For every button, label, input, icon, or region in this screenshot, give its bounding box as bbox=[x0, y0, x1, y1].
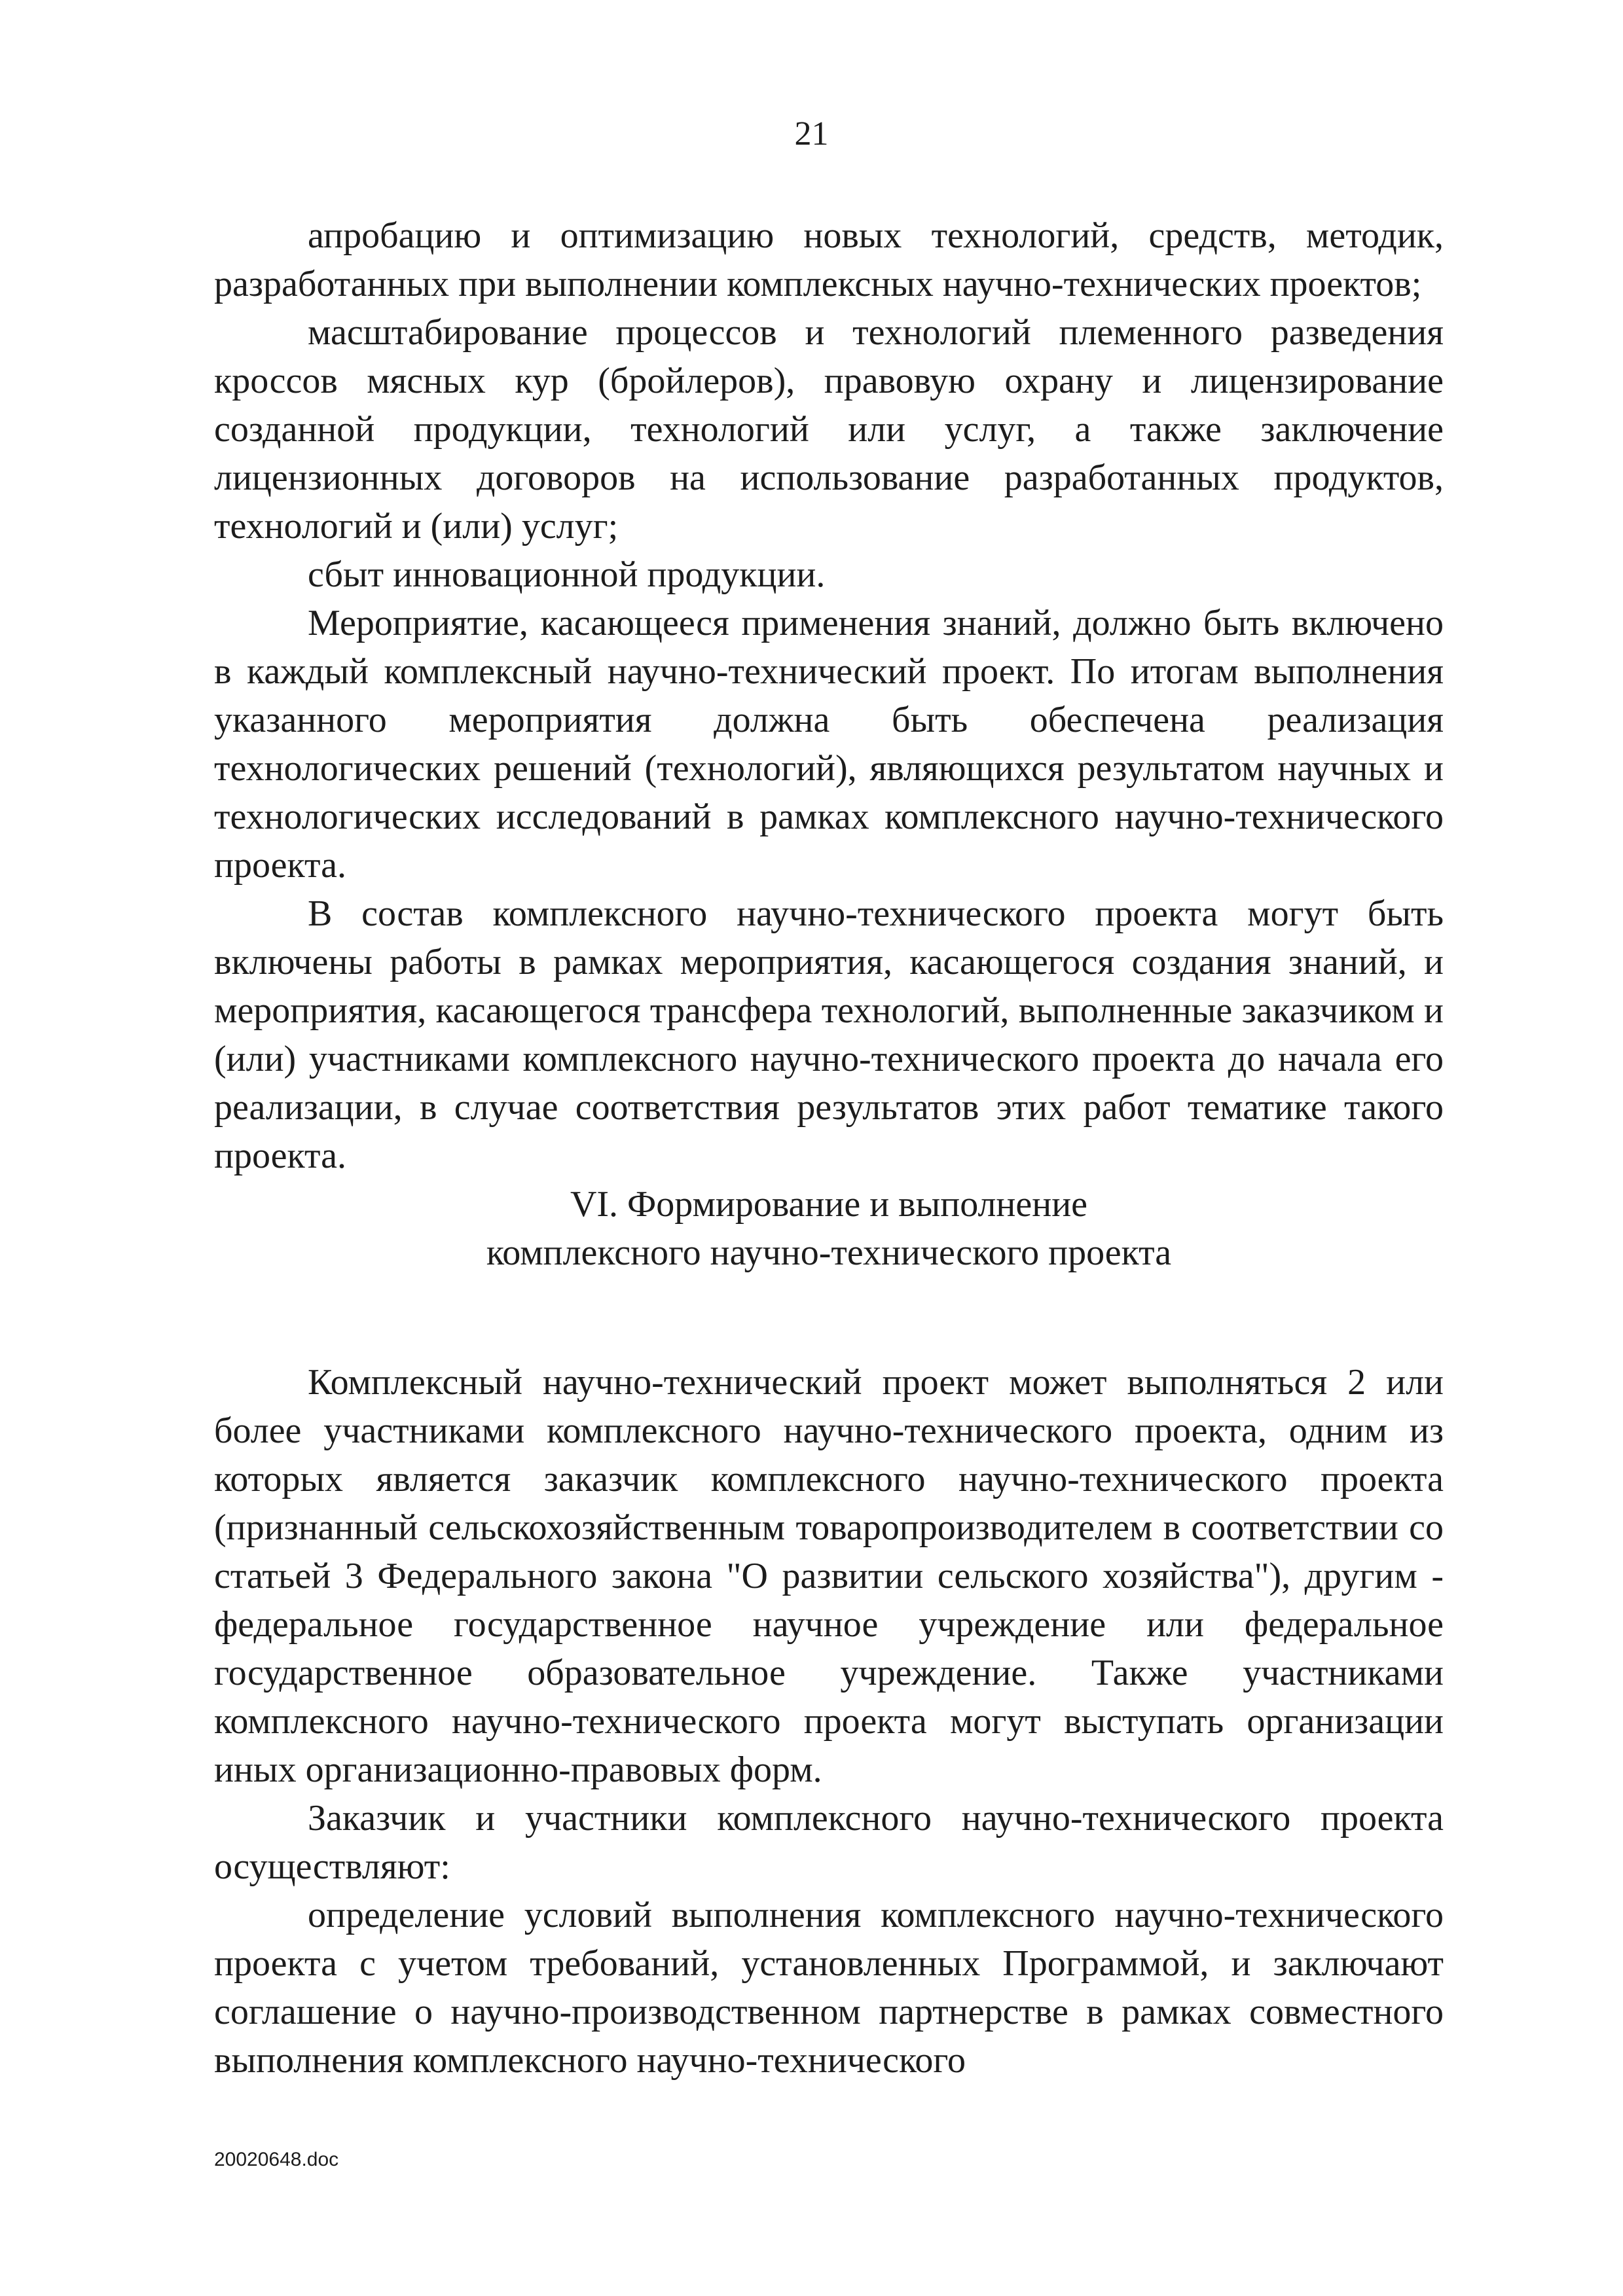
document-body bbox=[214, 211, 1444, 1314]
section-heading-line-1: VI. Формирование и выполнение bbox=[570, 1184, 1088, 1225]
section-heading bbox=[214, 1180, 1444, 1277]
page-number: 21 bbox=[794, 115, 829, 152]
paragraph: Комплексный научно-технический проект может выполняться 2 или более участниками комплексного научно-технического проекта, одним из которых является заказчик комплексного научно-технического проекта (признанный сельскохозяйственным товаропроизводителем в соответствии со статьей 3 Федерального закона "О развитии сельского хозяйства"), другим - федеральное государственное научное учреждение или федеральное государственное образовательное учреждение. Также участниками комплексного научно-технического проекта могут выступать организации иных организационно-правовых форм. bbox=[214, 1362, 1444, 1790]
paragraph: масштабирование процессов и технологий племенного разведения кроссов мясных кур (бройлеров), правовую охрану и лицензирование созданной продукции, технологий или услуг, а также заключение лицензионных договоров на использование разработанных продуктов, технологий и (или) услуг; bbox=[214, 312, 1444, 547]
paragraph: сбыт инновационной продукции. bbox=[308, 554, 826, 595]
paragraph: Мероприятие, касающееся применения знаний, должно быть включено в каждый комплексный научно-технический проект. По итогам выполнения указанного мероприятия должна быть обеспечена реализация технологических решений (технологий), являющихся результатом научных и технологических исследований в рамках комплексного научно-технического проекта. bbox=[214, 603, 1444, 886]
section-heading-line-2: комплексного научно-технического проекта bbox=[486, 1232, 1172, 1273]
document-code: 20020648.doc bbox=[214, 2149, 339, 2170]
section-body bbox=[214, 1358, 1444, 2085]
paragraph: Заказчик и участники комплексного научно-технического проекта осуществляют: bbox=[214, 1798, 1444, 1887]
paragraph: апробацию и оптимизацию новых технологий, средств, методик, разработанных при выполнении комплексных научно-технических проектов; bbox=[214, 215, 1444, 304]
paragraph: В состав комплексного научно-технического проекта могут быть включены работы в рамках мероприятия, касающегося создания знаний, и мероприятия, касающегося трансфера технологий, выполненные заказчиком и (или) участниками комплексного научно-технического проекта до начала его реализации, в случае соответствия результатов этих работ тематике такого проекта. bbox=[214, 893, 1444, 1176]
paragraph: определение условий выполнения комплексного научно-технического проекта с учетом требований, установленных Программой, и заключают соглашение о научно-производственном партнерстве в рамках совместного выполнения комплексного научно-технического bbox=[214, 1895, 1444, 2081]
